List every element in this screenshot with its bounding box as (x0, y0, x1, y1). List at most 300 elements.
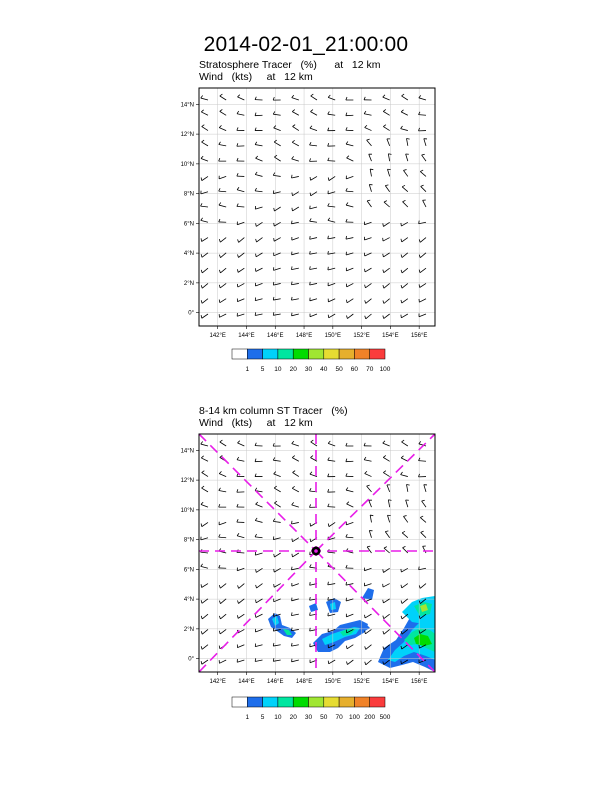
wind-barb (328, 283, 335, 285)
colorbar-swatch (309, 697, 324, 707)
wind-barb (256, 568, 262, 572)
wind-barb (310, 268, 317, 269)
lat-tick-label: 4°N (183, 251, 194, 258)
wind-barb (401, 475, 408, 477)
wind-barb (256, 238, 262, 242)
wind-barb (346, 522, 353, 524)
wind-barb (220, 442, 226, 446)
lon-tick-label: 146°E (267, 333, 284, 339)
wind-barb (367, 547, 371, 553)
wind-barb (291, 268, 298, 269)
wind-barb (328, 268, 335, 270)
wind-barb (407, 138, 408, 145)
wind-barb (384, 202, 390, 207)
wind-barb (366, 645, 372, 650)
wind-barb (383, 443, 390, 446)
wind-barb (310, 128, 317, 130)
wind-barb (369, 500, 372, 507)
wind-barb (383, 127, 389, 131)
colorbar-label: 5 (260, 714, 265, 721)
colorbar-label: 70 (335, 714, 343, 721)
wind-barb (273, 660, 280, 661)
wind-barb (347, 158, 354, 161)
wind-barb (384, 614, 390, 619)
wind-barb (328, 114, 335, 115)
wind-barb (201, 552, 208, 553)
wind-barb (402, 442, 408, 446)
guide-line (316, 434, 435, 551)
wind-barb (367, 486, 372, 492)
wind-barb (237, 645, 244, 648)
wind-barb (329, 314, 335, 318)
wind-barb (347, 504, 354, 507)
wind-barb (237, 190, 244, 192)
wind-barb (420, 238, 426, 243)
wind-barb (201, 444, 208, 446)
wind-barb (239, 238, 245, 243)
wind-barb (402, 96, 408, 100)
wind-barb (255, 521, 262, 523)
wind-barb (238, 268, 244, 272)
wind-barb (202, 660, 208, 664)
wind-barb (367, 140, 372, 146)
wind-barb (346, 584, 353, 586)
colorbar-label: 30 (304, 366, 313, 373)
wind-barb (370, 169, 371, 176)
colorbar-swatch (247, 697, 262, 707)
colorbar-swatch (370, 697, 385, 707)
wind-barb (220, 299, 226, 303)
wind-barb (238, 614, 244, 618)
colorbar-label: 1 (245, 366, 250, 373)
wind-barb (255, 145, 262, 146)
wind-barb (420, 268, 426, 273)
wind-barb (328, 460, 335, 461)
wind-barb (291, 283, 298, 284)
wind-barb (219, 205, 226, 207)
wind-barb (328, 443, 335, 446)
wind-barb (202, 488, 208, 492)
wind-barb (220, 96, 226, 100)
wind-barb (402, 187, 408, 192)
wind-barb (402, 584, 408, 588)
wind-barb (406, 154, 408, 161)
wind-barb (383, 97, 390, 100)
wind-barb (237, 460, 244, 462)
wind-barb (347, 660, 353, 665)
colorbar-label: 100 (379, 366, 391, 373)
colorbar-label: 20 (289, 714, 297, 721)
wind-barb (383, 111, 389, 115)
wind-barb (401, 568, 407, 572)
panel2-title-line2: Wind (kts) at 12 km (199, 417, 313, 429)
wind-barb (424, 139, 426, 146)
wind-barb (388, 154, 389, 161)
colorbar-swatch (263, 349, 278, 359)
wind-barb (384, 629, 390, 634)
panel1-colorbar (232, 349, 391, 373)
wind-barb (328, 584, 335, 585)
wind-barb (346, 268, 353, 271)
wind-barb (201, 220, 208, 222)
lat-tick-label: 14°N (180, 448, 194, 455)
lat-tick-label: 6°N (183, 567, 194, 574)
colorbar-swatch (232, 697, 247, 707)
wind-barb (365, 128, 372, 131)
wind-barb (364, 584, 371, 586)
time-title: 2014-02-01_21:00:00 (203, 33, 409, 56)
wind-barb (420, 172, 426, 177)
wind-barb (402, 599, 408, 604)
wind-barb (202, 253, 208, 257)
wind-barb (383, 222, 389, 226)
wind-barb (365, 474, 372, 477)
wind-barb (292, 488, 299, 492)
lon-tick-label: 148°E (295, 679, 313, 685)
wind-barb (310, 314, 317, 317)
wind-barb (202, 599, 208, 603)
wind-barb (367, 201, 371, 207)
wind-barb (202, 522, 208, 526)
lat-tick-label: 4°N (183, 597, 194, 604)
wind-barb (255, 537, 262, 538)
wind-barb (219, 314, 226, 317)
colorbar-swatch (354, 349, 369, 359)
wind-barb (220, 111, 226, 115)
wind-barb (364, 238, 371, 240)
wind-barb (274, 128, 281, 131)
wind-barb (419, 461, 426, 462)
wind-barb (219, 474, 226, 477)
wind-barb (402, 268, 408, 273)
wind-barb (274, 268, 281, 270)
panel1-title-line2: Wind (kts) at 12 km (199, 71, 313, 83)
wind-barb (292, 458, 299, 462)
colorbar-label: 1 (245, 714, 250, 721)
wind-barb (255, 553, 262, 555)
wind-barb (402, 283, 408, 288)
wind-barb (419, 314, 426, 317)
colorbar-label: 10 (274, 366, 282, 373)
wind-barb (388, 500, 389, 507)
wind-barb (385, 532, 389, 538)
wind-barb (402, 533, 408, 538)
wind-barb (406, 500, 408, 507)
wind-barb (237, 660, 244, 662)
wind-barb (273, 538, 280, 540)
wind-barb (292, 584, 299, 587)
colorbar-label: 100 (348, 714, 360, 721)
wind-barb (419, 115, 426, 116)
wind-barb (329, 660, 335, 664)
wind-barb (292, 159, 299, 161)
wind-barb (328, 552, 335, 553)
wind-barb (255, 207, 262, 209)
colorbar-label: 10 (274, 714, 282, 721)
colorbar-label: 500 (379, 714, 391, 721)
colorbar-swatch (293, 697, 308, 707)
wind-barb (255, 645, 262, 647)
wind-barb (237, 443, 244, 446)
lat-tick-label: 0° (188, 310, 194, 317)
wind-barb (202, 614, 208, 619)
wind-barb (220, 253, 226, 258)
wind-barb (384, 283, 390, 288)
wind-barb (328, 220, 335, 222)
wind-barb (346, 537, 353, 538)
wind-barb (220, 584, 226, 589)
wind-barb (293, 126, 299, 130)
wind-barb (292, 660, 299, 662)
wind-barb (219, 522, 226, 524)
wind-barb (255, 314, 262, 315)
wind-barb (237, 299, 244, 302)
colorbar-label: 20 (289, 366, 297, 373)
colorbar-label: 5 (260, 366, 265, 373)
wind-barb (384, 314, 390, 319)
wind-barb (256, 584, 262, 588)
wind-barb (292, 207, 298, 211)
wind-barb (273, 299, 280, 300)
wind-barb (220, 599, 226, 604)
colorbar-label: 40 (320, 366, 328, 373)
wind-barb (220, 614, 226, 619)
panel2-title-line1: 8-14 km column ST Tracer (%) (199, 405, 348, 417)
lon-tick-label: 144°E (238, 333, 255, 339)
wind-barb (311, 176, 317, 180)
wind-barb (383, 253, 389, 257)
wind-barb (420, 253, 426, 258)
wind-barb (402, 253, 408, 258)
lat-tick-label: 12°N (180, 132, 194, 139)
lat-tick-label: 6°N (183, 221, 194, 228)
colorbar-label: 70 (366, 366, 374, 373)
wind-barb (273, 175, 280, 176)
lon-tick-label: 156°E (410, 333, 428, 339)
wind-barb (328, 206, 335, 207)
wind-barb (385, 186, 389, 192)
wind-barb (419, 299, 426, 302)
colorbar-label: 50 (320, 714, 328, 721)
wind-barb (202, 238, 208, 242)
wind-barb (256, 599, 262, 603)
lon-tick-label: 156°E (410, 679, 428, 685)
panel2-map (181, 434, 435, 685)
wind-barb (256, 253, 262, 257)
wind-barb (202, 645, 208, 650)
colorbar-label: 30 (304, 714, 313, 721)
wind-barb (347, 645, 353, 649)
wind-barb (311, 96, 317, 100)
wind-barb (422, 501, 426, 507)
wind-barb (419, 98, 426, 100)
wind-barb (329, 522, 335, 526)
wind-barb (402, 238, 408, 242)
wind-barb (401, 129, 408, 131)
wind-barb (273, 114, 280, 115)
wind-barb (383, 584, 390, 587)
wind-barb (201, 158, 208, 161)
wind-barb (387, 169, 389, 176)
wind-barb (347, 314, 353, 319)
colorbar-swatch (263, 697, 278, 707)
wind-barb (420, 283, 426, 287)
wind-barb (256, 158, 263, 161)
wind-barb (310, 207, 317, 209)
wind-barb (201, 112, 208, 115)
wind-barb (219, 537, 226, 538)
wind-barb (369, 185, 371, 192)
wind-barb (256, 268, 263, 271)
wind-barb (346, 176, 353, 178)
wind-barb (328, 614, 335, 616)
wind-barb (366, 314, 372, 319)
wind-barb (201, 566, 208, 568)
wind-barb (219, 491, 226, 492)
wind-barb (310, 299, 317, 301)
wind-barb (201, 98, 208, 100)
wind-barb (364, 114, 371, 116)
wind-barb (401, 222, 407, 226)
wind-barb (420, 584, 426, 589)
colorbar-swatch (324, 697, 339, 707)
wind-barb (292, 112, 299, 116)
colorbar-label: 200 (364, 714, 376, 721)
wind-barb (256, 504, 263, 507)
storm-center-marker (312, 547, 321, 556)
wind-barb (346, 238, 353, 240)
wind-barb (292, 314, 299, 316)
wind-barb (401, 112, 408, 115)
wind-barb (387, 515, 389, 522)
wind-barb (202, 584, 208, 588)
wind-barb (346, 191, 353, 192)
wind-barb (347, 283, 354, 286)
wind-barb (220, 268, 226, 273)
lat-tick-label: 10°N (180, 507, 194, 514)
wind-barb (291, 522, 298, 524)
lon-tick-label: 152°E (353, 333, 370, 339)
wind-barb (387, 139, 390, 146)
wind-barb (256, 614, 263, 617)
wind-barb (347, 299, 353, 303)
lat-tick-label: 0° (188, 656, 194, 663)
wind-barb (328, 238, 335, 239)
panel1-map (181, 88, 435, 339)
wind-barb (310, 238, 317, 240)
wind-barb (365, 614, 371, 618)
wind-barb (201, 504, 208, 507)
wind-barb (291, 176, 298, 178)
wind-barb (237, 536, 244, 538)
wind-barb (237, 97, 244, 100)
wind-barb (255, 175, 262, 177)
wind-barb (255, 299, 262, 301)
wind-barb (220, 629, 226, 633)
lat-tick-label: 12°N (180, 478, 194, 485)
wind-barb (255, 191, 262, 192)
wind-barb (328, 299, 335, 302)
panel2-colorbar (232, 697, 391, 721)
wind-barb (369, 531, 371, 538)
wind-barb (328, 161, 335, 162)
wind-barb (219, 145, 226, 146)
wind-barb (383, 473, 389, 477)
wind-barb (369, 154, 372, 161)
wind-barb (366, 660, 372, 665)
wind-barb (273, 314, 280, 315)
wind-barb (219, 191, 226, 192)
lat-tick-label: 2°N (183, 280, 194, 287)
wind-barb (421, 186, 426, 191)
lon-tick-label: 150°E (324, 679, 342, 685)
wind-barb (365, 268, 371, 272)
wind-barb (384, 299, 390, 304)
wind-barb (202, 268, 208, 273)
wind-barb (237, 314, 244, 316)
lat-tick-label: 8°N (183, 537, 194, 544)
colorbar-swatch (247, 349, 262, 359)
wind-barb (238, 283, 245, 287)
wind-barb (421, 532, 426, 537)
colorbar-swatch (232, 349, 247, 359)
wind-barb (291, 645, 298, 646)
wind-barb (255, 629, 262, 632)
wind-barb (328, 97, 335, 100)
colorbar-swatch (324, 349, 339, 359)
wind-barb (255, 660, 262, 661)
wind-barb (423, 546, 426, 553)
lon-tick-label: 150°E (324, 333, 342, 339)
wind-barb (237, 206, 244, 207)
wind-barb (383, 457, 389, 461)
wind-barb (237, 114, 244, 116)
wind-barb (293, 472, 299, 476)
wind-barb (202, 473, 208, 477)
wind-barb (273, 283, 280, 285)
wind-barb (202, 176, 208, 180)
wind-barb (219, 176, 226, 178)
wind-barb (424, 485, 426, 492)
wind-barb (256, 222, 262, 226)
wind-barb (310, 145, 317, 146)
lon-tick-label: 146°E (267, 679, 284, 685)
wind-barb (238, 599, 244, 604)
wind-barb (310, 221, 317, 222)
lat-tick-label: 2°N (183, 626, 194, 633)
lat-tick-label: 10°N (180, 161, 194, 168)
wind-barb (202, 314, 208, 318)
wind-barb (383, 238, 390, 241)
wind-barb (220, 283, 226, 287)
lon-tick-label: 154°E (382, 333, 399, 339)
wind-barb (403, 516, 407, 522)
wind-barb (383, 599, 389, 603)
lon-tick-label: 144°E (238, 679, 255, 685)
wind-barb (273, 521, 280, 522)
wind-barb (364, 460, 371, 462)
wind-barb (237, 552, 244, 553)
wind-barb (273, 460, 280, 461)
lon-tick-label: 142°E (209, 679, 226, 685)
wind-barb (201, 458, 208, 461)
wind-barb (220, 238, 226, 243)
wind-barb (310, 283, 317, 285)
wind-barb (329, 176, 335, 180)
wind-barb (292, 238, 299, 241)
colorbar-swatch (293, 349, 308, 359)
wind-barb (423, 200, 426, 207)
